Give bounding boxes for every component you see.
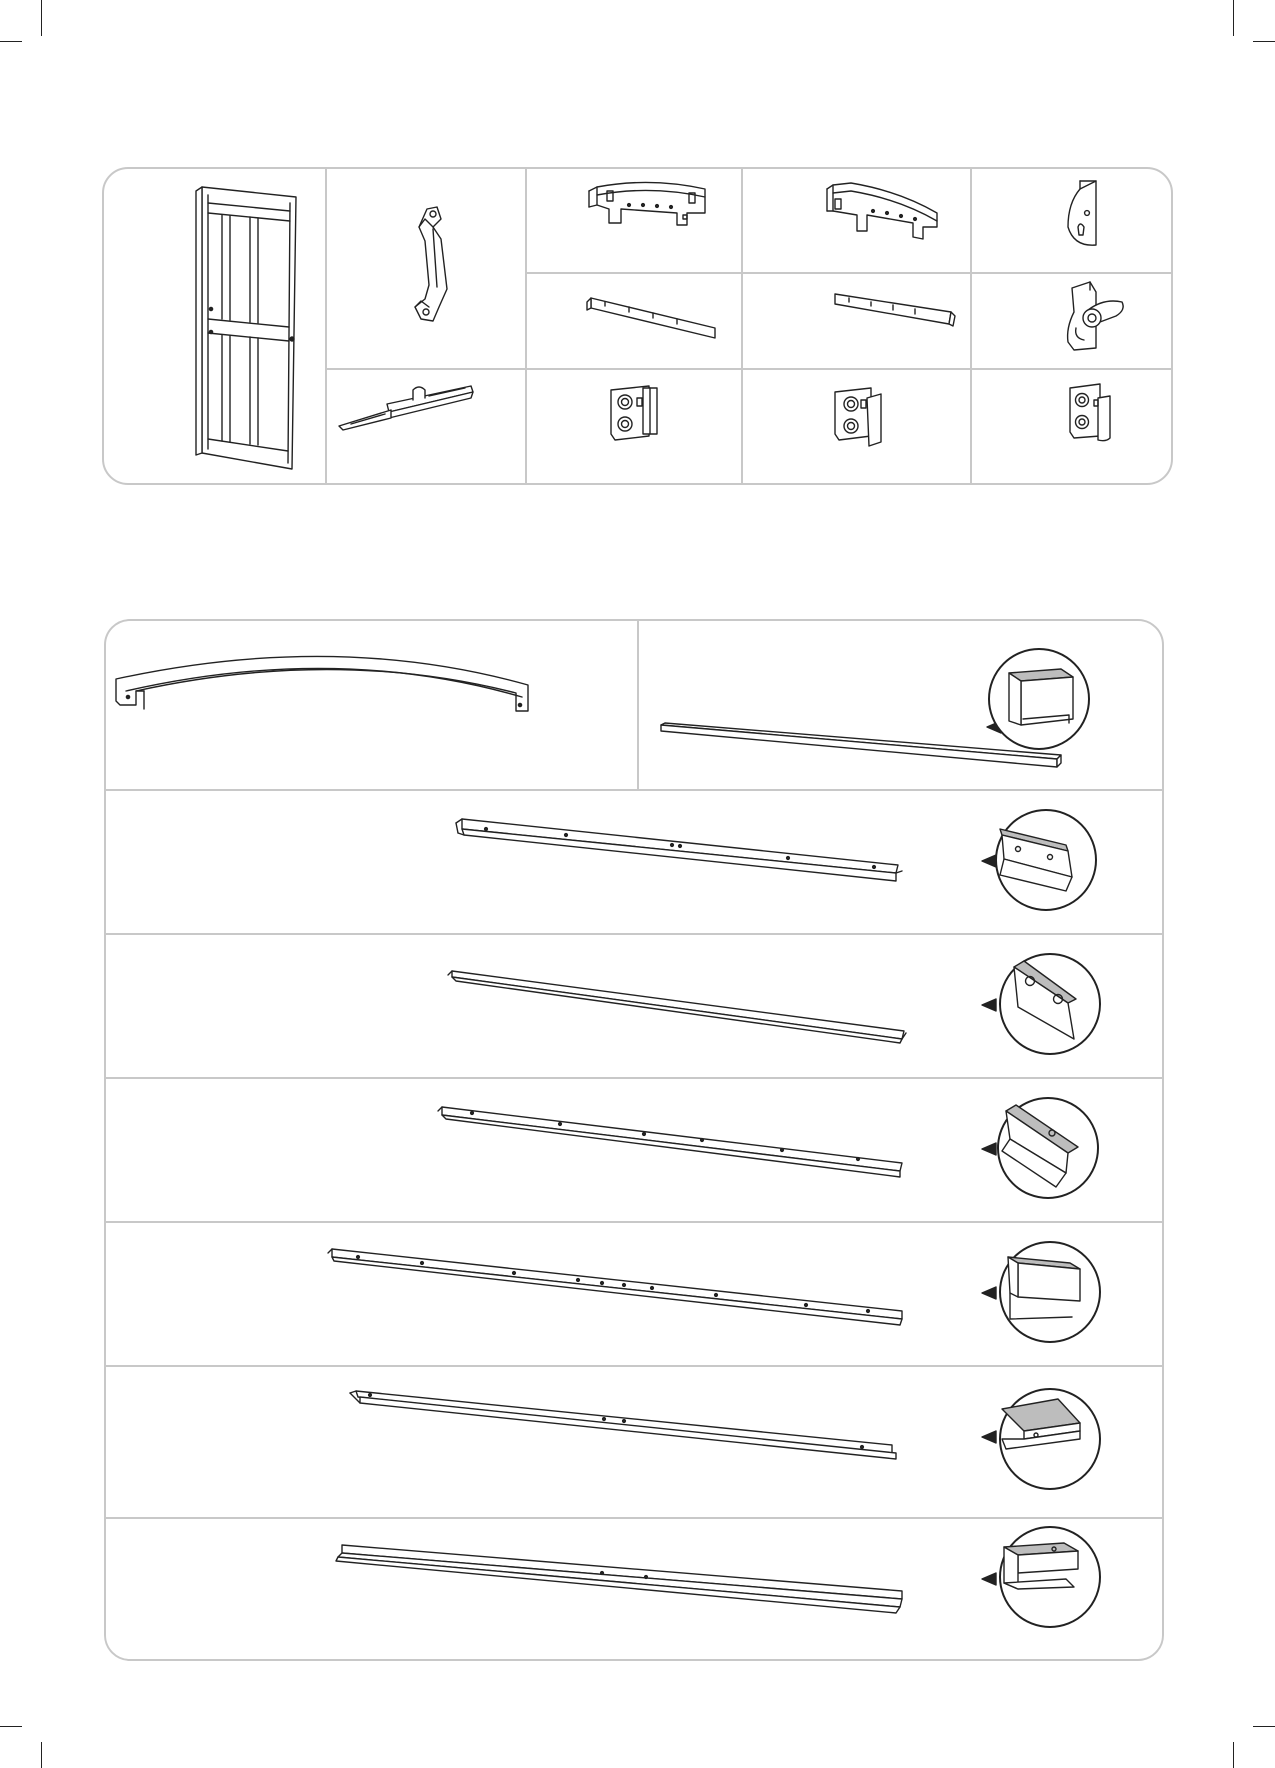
part-door-handle — [325, 169, 525, 368]
part-angle-rail-3 — [106, 1077, 1164, 1221]
part-flanged-rail-1 — [106, 789, 1164, 933]
crop-mark-bottom-right-h — [1253, 1726, 1275, 1727]
small-parts-panel — [102, 167, 1173, 485]
part-door-bracket-clip — [970, 169, 1173, 272]
part-hinge-left — [525, 368, 741, 485]
crop-mark-top-left-v — [41, 0, 42, 36]
part-door-slide-bolt — [325, 368, 525, 485]
part-gable-bracket-right — [741, 169, 970, 272]
part-door-stop-catch — [970, 272, 1173, 368]
part-z-rail-6 — [106, 1517, 1164, 1661]
part-angle-rail-2 — [106, 933, 1164, 1077]
part-curved-roof-beam — [106, 621, 637, 789]
long-parts-panel — [104, 619, 1164, 1661]
part-door-panel — [104, 169, 325, 485]
crop-mark-bottom-left-v — [41, 1742, 42, 1768]
part-gable-bracket-left — [525, 169, 741, 272]
part-z-rail-5 — [106, 1365, 1164, 1517]
crop-mark-top-left-h — [0, 41, 22, 42]
part-channel-rail-4 — [106, 1221, 1164, 1365]
part-short-rail-right — [741, 272, 970, 368]
crop-mark-bottom-right-v — [1233, 1742, 1234, 1768]
part-square-channel-bar — [637, 621, 1164, 789]
part-short-rail-left — [525, 272, 741, 368]
crop-mark-top-right-h — [1253, 41, 1275, 42]
crop-mark-top-right-v — [1233, 0, 1234, 36]
part-hinge-right — [970, 368, 1173, 485]
part-hinge-center — [741, 368, 970, 485]
crop-mark-bottom-left-h — [0, 1726, 22, 1727]
